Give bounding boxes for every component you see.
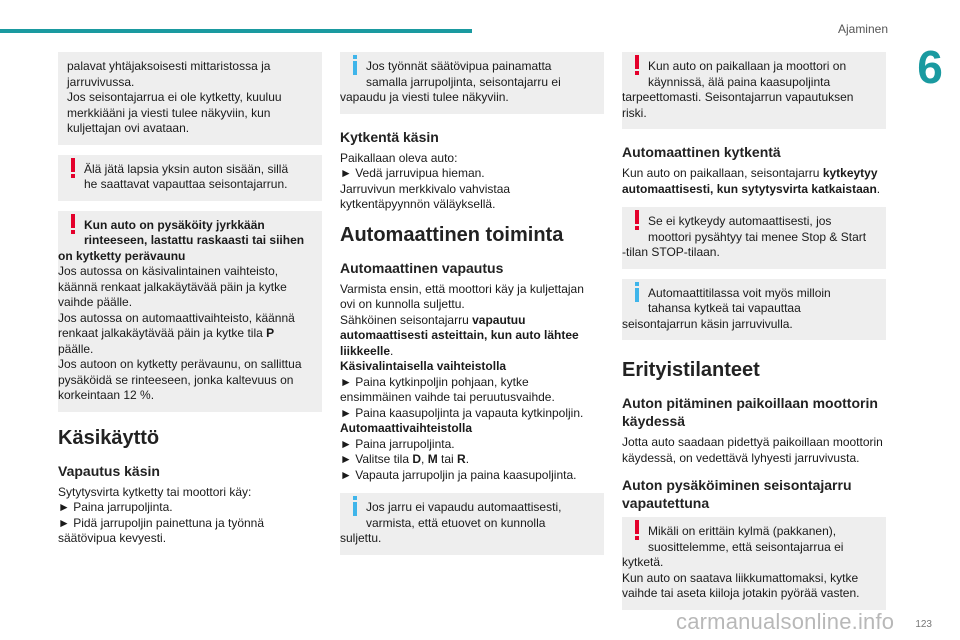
heading-vapautus-kasin: Vapautus käsin	[58, 462, 160, 479]
warning-icon	[631, 210, 643, 230]
vapautus-text: Sytytysvirta kytketty tai moottori käy: ► Paina jarrupoljinta. ► Pidä jarrupoljin painettuna ja työnnä säätövipua kevyesti.	[58, 484, 265, 545]
info-icon	[631, 282, 643, 302]
warning-text: Se ei kytkeydy automaattisesti, jos moottori pysähtyy tai menee Stop & Start -tilan STOP-tilaan.	[622, 214, 867, 259]
column-2	[340, 52, 604, 565]
info-text: Jos työnnät säätövipua painamatta samalla jarrupoljinta, seisontajarru ei vapaudu ja viesti tulee näkyviin.	[340, 59, 561, 104]
warning-icon	[67, 158, 79, 178]
warning-box-slope	[58, 211, 322, 412]
warning-text: Kun auto on pysäköity jyrkkään rinteeseen, lastattu raskaasti tai siihen on kytketty perävaunu Jos autossa on käsivalintainen vaihteisto, käännä renkaat jalkakäytävää päin ja kytke vaihde päälle. Jos autossa on automaattivaihteisto, käännä renkaat jalkakäytävää päin ja kytke tila P päälle. Jos autoon on kytketty perävaunu, on sallittua pysäköidä se rinteeseen, jonka kaltevuus on korkeintaan 12 %.	[58, 217, 305, 402]
heading-pysakoiminen: Auton pysäköiminen seisontajarru vapautettuna	[622, 477, 852, 511]
warning-box-cold	[622, 517, 886, 610]
warning-icon	[67, 214, 79, 234]
heading-erityistilanteet: Erityistilanteet	[622, 359, 760, 381]
heading-kasikaytto: Käsikäyttö	[58, 426, 160, 449]
warning-icon	[631, 55, 643, 75]
info-text: Jos jarru ei vapaudu automaattisesti, varmista, että etuovet on kunnolla suljettu.	[340, 500, 562, 545]
info-icon	[349, 496, 361, 516]
info-box-doors	[340, 493, 604, 555]
info-box-manual-mode	[622, 279, 886, 341]
section-title: Ajaminen	[837, 22, 888, 36]
warning-text: Älä jätä lapsia yksin auton sisään, sillä he saattavat vapauttaa seisontajarrun.	[84, 161, 289, 191]
heading-automaattinen-kytkenta: Automaattinen kytkentä	[622, 144, 781, 160]
warning-box-stop-start	[622, 207, 886, 269]
info-box-lever	[340, 52, 604, 114]
heading-automaattinen-vapautus: Automaattinen vapautus	[340, 259, 504, 276]
header-accent-bar	[0, 29, 472, 33]
pitaminen-text: Jotta auto saadaan pidettyä paikoillaan moottorin käydessä, on vedettävä lyhyesti jarruvivusta.	[622, 435, 883, 465]
automaattinen-kytkenta-text: Kun auto on paikallaan, seisontajarru kytkeytyy automaattisesti, kun sytytysvirta katkaistaan.	[622, 166, 881, 196]
warning-box-accelerator	[622, 52, 886, 129]
warning-text: Mikäli on erittäin kylmä (pakkanen), suosittelemme, että seisontajarrua ei kytketä. Kun auto on saatava liikkumattomaksi, kytke vaihde tai aseta kiiloja jotakin pyörää vasten.	[622, 524, 860, 600]
heading-kytkenta-kasin: Kytkentä käsin	[340, 128, 439, 145]
watermark: carmanualsonline.info	[676, 609, 895, 634]
warning-box-children	[58, 155, 322, 201]
heading-pitaminen-paikoillaan: Auton pitäminen paikoillaan moottorin käydessä	[622, 395, 878, 429]
info-icon	[349, 55, 361, 75]
kytkenta-text: Paikallaan oleva auto: ► Vedä jarruvipua hieman. Jarruvivun merkkivalo vahvistaa kytkentäpyynnön väläyksellä.	[340, 150, 511, 211]
info-text: Automaattitilassa voit myös milloin tahansa kytkeä tai vapauttaa seisontajarrun käsin jarruvivulla.	[622, 285, 831, 331]
automaattinen-vapautus-text: Varmista ensin, että moottori käy ja kuljettajan ovi on kunnolla suljettu. Sähköinen seisontajarru vapautuu automaattisesti asteittain, kun auto lähtee liikkeelle. Käsivalintaisella vaihteistolla ► Paina kytkinpoljin pohjaan, kytke ensimmäinen vaihde tai peruutusvaihde. ► Paina kaasupoljinta ja vapauta kytkinpoljin. Automaattivaihteistolla ► Paina jarrupoljinta. ► Valitse tila D, M tai R. ► Vapauta jarrupoljin ja paina kaasupoljinta.	[340, 281, 584, 482]
column-1	[58, 52, 322, 557]
page-number: 123	[915, 619, 932, 630]
warning-icon	[631, 520, 643, 540]
chapter-number: 6	[917, 41, 943, 93]
note-box-continued	[58, 52, 322, 145]
column-3	[622, 52, 886, 620]
heading-automaattinen-toiminta: Automaattinen toiminta	[340, 223, 564, 246]
warning-text: Kun auto on paikallaan ja moottori on käynnissä, älä paina kaasupoljinta tarpeettomasti. Seisontajarrun vapautuksen riski.	[622, 59, 854, 120]
note-text: palavat yhtäjaksoisesti mittaristossa ja jarruvivussa. Jos seisontajarrua ei ole kytketty, kuuluu merkkiääni ja viesti tulee näkyviin, kun kuljettajan ovi avataan.	[67, 59, 282, 135]
